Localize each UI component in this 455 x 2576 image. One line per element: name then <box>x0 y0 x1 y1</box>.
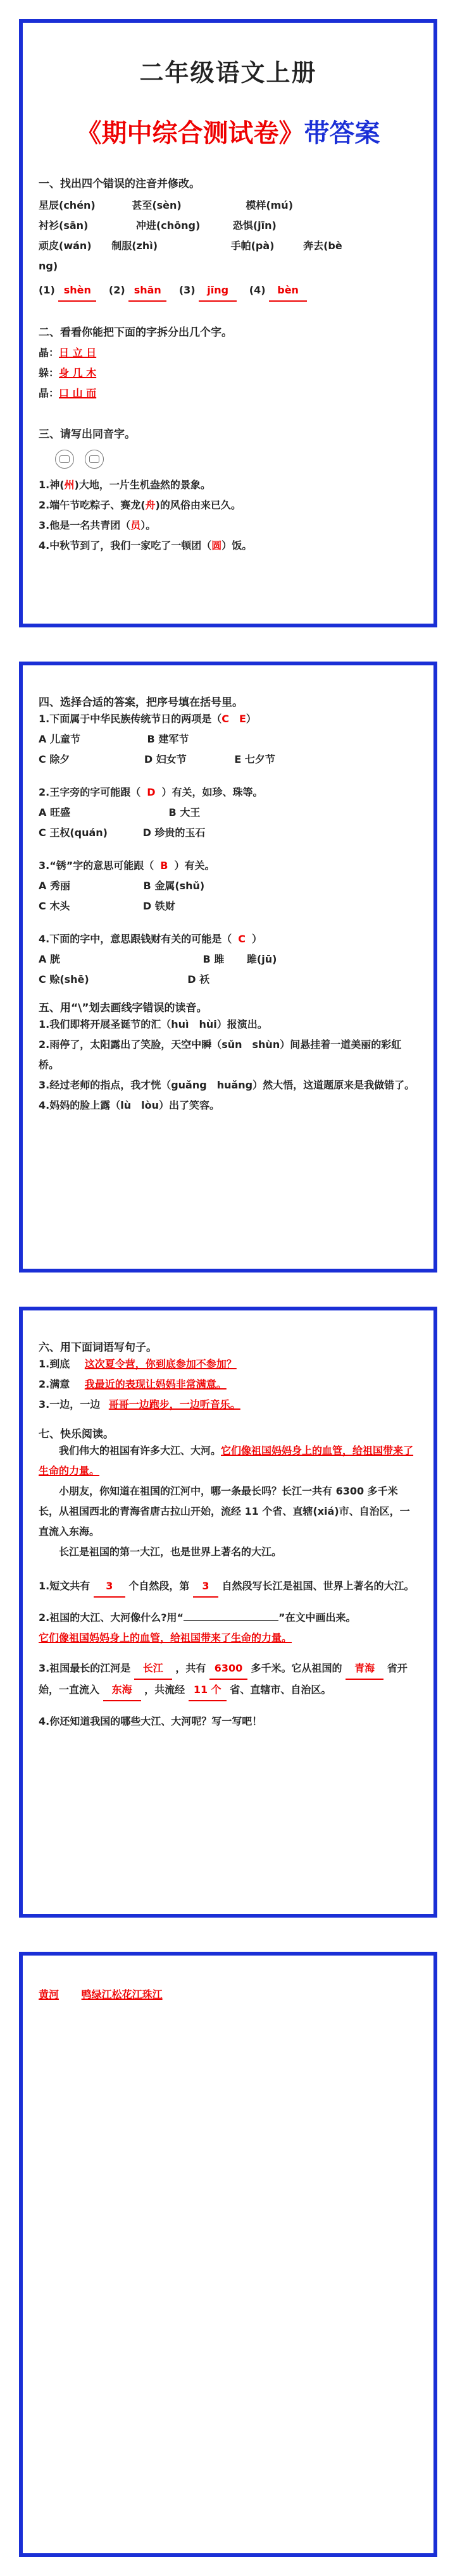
fill-answer: 3 <box>94 1576 125 1598</box>
sentence-answer: 我最近的表现让妈妈非常满意。 <box>84 1378 227 1390</box>
option: B 建军节 <box>147 733 189 745</box>
homophone-post: ）饭。 <box>221 539 252 552</box>
decoration-icon <box>55 450 74 469</box>
river-answer: 黄河 <box>39 1988 59 2000</box>
choice-options <box>39 970 418 990</box>
homophone-item <box>39 495 418 515</box>
s1-row-1 <box>39 195 418 216</box>
reading-question-1 <box>39 1576 418 1598</box>
section-1-heading: 一、找出四个错误的注音并修改。 <box>39 178 200 190</box>
word: 模样(mú) <box>246 199 294 211</box>
choice-question <box>39 782 418 803</box>
page-title: 二年级语文上册 <box>139 59 317 87</box>
answer-value: shèn <box>58 280 96 302</box>
fill-answer: 长江 <box>134 1658 172 1680</box>
option: A 儿童节 <box>39 733 80 745</box>
homophone-item <box>39 475 418 495</box>
homophone-item <box>39 515 418 536</box>
homophone-pre: 1.神( <box>39 479 65 491</box>
homophone-post: ）。 <box>140 519 156 531</box>
choice-options <box>39 729 418 749</box>
page-4 <box>19 1952 437 2557</box>
wavy-line-blank <box>184 1620 278 1621</box>
sentence-item <box>39 1395 418 1415</box>
option: C 赊(shē) <box>39 973 89 985</box>
word: 奔去(bè <box>303 240 342 252</box>
split-answer: 身 几 木 <box>59 367 97 379</box>
question-text: 1.短文共有 <box>39 1580 90 1592</box>
question-text: 省开始，一直流入 <box>39 1662 408 1696</box>
split-answer: 日 立 日 <box>59 347 97 359</box>
option: B 雎 <box>203 953 225 965</box>
question-text: 多千米。它从祖国的 <box>251 1662 342 1674</box>
section-2-heading: 二、看看你能把下面的字拆分出几个字。 <box>39 326 232 339</box>
question-text: 自然段写长江是祖国、世界上著名的大江。 <box>221 1580 414 1592</box>
question-text: 个自然段，第 <box>128 1580 190 1592</box>
homophone-item <box>39 536 418 556</box>
s1-row-3-wrap: ng) <box>39 260 58 272</box>
reading-paragraph-1 <box>39 1441 418 1481</box>
choice-options <box>39 876 418 896</box>
homophone-pre: 2.端午节吃粽子、赛龙( <box>39 499 146 511</box>
sentence-item <box>39 1374 418 1395</box>
section-7-heading: 七、快乐阅读。 <box>39 1428 114 1441</box>
option: E 七夕节 <box>234 753 275 765</box>
page-1 <box>19 19 437 627</box>
question-text: ，共有 <box>175 1662 206 1674</box>
homophone-post: )的风俗由来已久。 <box>155 499 241 511</box>
option: A 胱 <box>39 953 60 965</box>
split-char: 晶： <box>39 347 59 359</box>
fill-answer: 3 <box>193 1576 218 1598</box>
answer-label: (3) <box>178 284 196 296</box>
fill-answer: 11 个 <box>189 1680 227 1701</box>
option: A 旺盛 <box>39 806 70 818</box>
option: A 秀丽 <box>39 880 70 892</box>
homophone-answer: 州 <box>64 479 75 491</box>
word: 制服(zhì) <box>111 240 158 252</box>
answer-value: shān <box>128 280 166 302</box>
decorative-icons <box>51 450 418 469</box>
homophone-pre: 4.中秋节到了，我们一家吃了一顿团（ <box>39 539 212 552</box>
reading-question-3 <box>39 1658 418 1701</box>
reading-answer-2: 它们像祖国妈妈身上的血管，给祖国带来了生命的力量。 <box>39 1632 292 1644</box>
question-text: 2.祖国的大江、大河像什么?用“ <box>39 1612 184 1624</box>
question-text: ，共流经 <box>144 1684 185 1696</box>
word: 顽皮(wán) <box>39 240 92 252</box>
option: B 金属(shǔ) <box>143 880 205 892</box>
option: C 王权(quán) <box>39 827 108 839</box>
choice-answer: C E <box>221 713 246 725</box>
question-text: ）有关。 <box>174 860 215 872</box>
option: C 除夕 <box>39 753 70 765</box>
s1-row-2 <box>39 216 418 236</box>
word: 冲进(chōng) <box>135 219 201 231</box>
word: 甚至(sèn) <box>132 199 182 211</box>
pronunciation-item: 3.经过老师的指点，我才恍（guǎng huǎng）然大悟，这道题原来是我做错了。 <box>39 1079 415 1091</box>
choice-options <box>39 749 418 770</box>
sentence-word: 3.一边，一边 <box>39 1398 101 1410</box>
pronunciation-item: 4.妈妈的脸上露（lù lòu）出了笑容。 <box>39 1099 220 1111</box>
option: D 珍贵的玉石 <box>142 827 206 839</box>
section-5-heading: 五、用“\”划去画线字错误的读音。 <box>39 1002 208 1014</box>
paragraph-text: 我们伟大的祖国有许多大江、大河。 <box>59 1445 221 1457</box>
split-item <box>39 383 418 404</box>
sentence-answer: 哥哥一边跑步，一边听音乐。 <box>108 1398 240 1410</box>
decoration-icon <box>85 450 104 469</box>
section-3-heading: 三、请写出同音字。 <box>39 428 135 441</box>
choice-question <box>39 709 418 729</box>
reading-question-4: 4.你还知道我国的哪些大江、大河呢？写一写吧！ <box>39 1715 263 1727</box>
word: 恐惧(jīn) <box>232 219 277 231</box>
question-text: ） <box>251 933 262 945</box>
fill-answer: 6300 <box>209 1658 247 1680</box>
question-text: 1.下面属于中华民族传统节日的两项是（ <box>39 713 222 725</box>
option: B 大王 <box>168 806 201 818</box>
section-4-heading: 四、选择合适的答案，把序号填在括号里。 <box>39 696 243 709</box>
choice-options <box>39 896 418 916</box>
choice-options <box>39 803 418 823</box>
sentence-word: 1.到底 <box>39 1358 70 1370</box>
question-text: 4.下面的字中，意思跟钱财有关的可能是（ <box>39 933 232 945</box>
subtitle-with-answers: 带答案 <box>304 119 380 148</box>
choice-question <box>39 929 418 949</box>
s1-answers <box>39 280 418 302</box>
word: 衬衫(sān) <box>39 219 89 231</box>
sentence-answer: 这次夏令营，你到底参加不参加？ <box>84 1358 237 1370</box>
s1-row-3 <box>39 236 418 256</box>
question-text: ”在文中画出来。 <box>278 1612 356 1624</box>
paragraph-highlight: 它们像祖国妈妈身上的血管，给祖国带来了生命的力量。 <box>39 1445 414 1477</box>
answer-label: (4) <box>249 284 266 296</box>
page-3 <box>19 1307 437 1918</box>
reading-paragraph-2: 小朋友，你知道在祖国的江河中，哪一条最长吗？长江一共有 6300 多千米长，从祖国西北的青海省唐古拉山开始，流经 11 个省、直辖(xiá)市、自治区，一直流入东海。 <box>39 1485 410 1538</box>
question-text: 2.王字旁的字可能跟（ <box>39 786 141 798</box>
fill-answer: 青海 <box>346 1658 383 1680</box>
reading-question-2 <box>39 1608 418 1628</box>
question-text: ）有关，如珍、珠等。 <box>161 786 263 798</box>
option: D 袄 <box>187 973 210 985</box>
pronunciation-item: 2.雨停了，太阳露出了笑脸，天空中瞬（sǔn shùn）间悬挂着一道美丽的彩虹桥。 <box>39 1038 402 1071</box>
choice-options <box>39 823 418 843</box>
sentence-word: 2.满意 <box>39 1378 70 1390</box>
choice-answer: D <box>147 786 156 798</box>
pronunciation-item: 1.我们即将开展圣诞节的汇（huì hùi）报演出。 <box>39 1018 268 1030</box>
split-char: 躲： <box>39 367 59 379</box>
subtitle-exam-name: 《期中综合测试卷》 <box>76 119 304 148</box>
option: D 妇女节 <box>144 753 187 765</box>
split-item <box>39 343 418 363</box>
homophone-answer: 员 <box>130 519 141 531</box>
choice-answer: B <box>160 860 168 872</box>
split-char: 晶： <box>39 387 59 399</box>
homophone-pre: 3.他是一名共青团（ <box>39 519 131 531</box>
word: 星辰(chén) <box>39 199 96 211</box>
homophone-answer: 圆 <box>211 539 222 552</box>
option: C 木头 <box>39 900 70 912</box>
page-2 <box>19 662 437 1273</box>
answer-value: jīng <box>199 280 237 302</box>
question-text: 3.祖国最长的江河是 <box>39 1662 131 1674</box>
split-answer: 口 山 而 <box>59 387 97 399</box>
option: 雎(jū) <box>246 953 277 965</box>
answer-label: (1) <box>39 284 55 296</box>
reading-paragraph-3: 长江是祖国的第一大江，也是世界上著名的大江。 <box>59 1546 282 1558</box>
answer-value: bèn <box>269 280 307 302</box>
river-answer: 鸭绿江松花江珠江 <box>81 1988 163 2000</box>
choice-question <box>39 856 418 876</box>
homophone-answer: 舟 <box>145 499 156 511</box>
homophone-post: )大地，一片生机盎然的景象。 <box>74 479 211 491</box>
page-subtitle <box>39 113 418 149</box>
sentence-item <box>39 1354 418 1374</box>
answer-label: (2) <box>108 284 125 296</box>
question-text: ） <box>246 713 256 725</box>
fill-answer: 东海 <box>103 1680 141 1701</box>
question-text: 省、直辖市、自治区。 <box>230 1684 332 1696</box>
rivers-answer <box>39 1985 418 2005</box>
question-text: 3.“锈”字的意思可能跟（ <box>39 860 154 872</box>
choice-answer: C <box>238 933 246 945</box>
split-item <box>39 363 418 383</box>
choice-options <box>39 949 418 970</box>
section-6-heading: 六、用下面词语写句子。 <box>39 1341 157 1354</box>
word: 手帕(pà) <box>230 240 275 252</box>
option: D 铁财 <box>142 900 175 912</box>
